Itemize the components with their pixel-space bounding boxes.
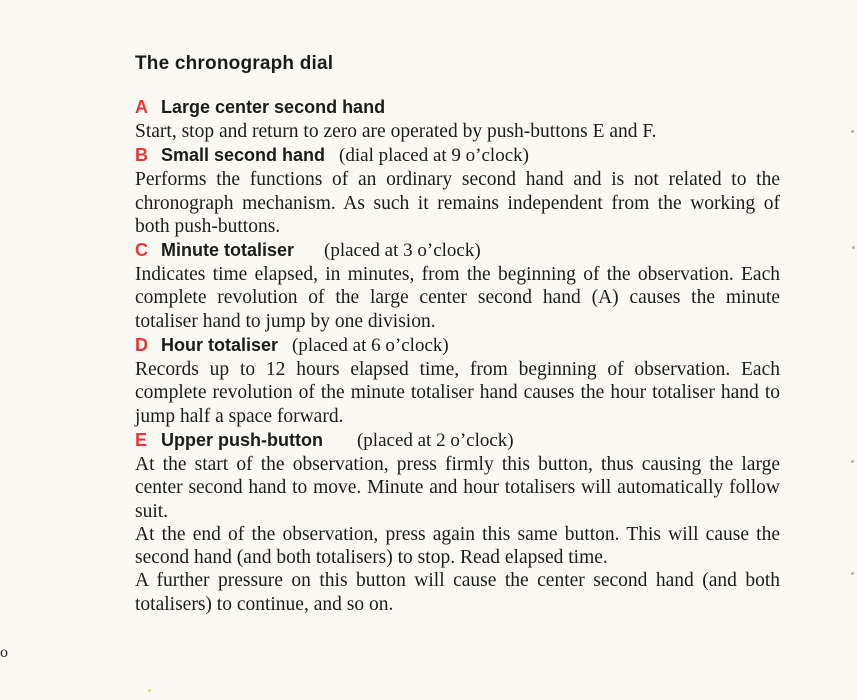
section-heading bbox=[135, 428, 780, 453]
section-letter: E bbox=[135, 429, 148, 450]
section-b bbox=[135, 143, 780, 238]
section-paragraph: Performs the functions of an ordinary second hand and is not related to the chronograph mechanism. As such it remains independent from the working of both push-buttons. bbox=[135, 169, 780, 237]
page-title: The chronograph dial bbox=[135, 53, 334, 74]
section-note: (placed at 2 o’clock) bbox=[356, 429, 514, 451]
section-note: (placed at 6 o’clock) bbox=[292, 335, 449, 357]
section-a bbox=[135, 95, 780, 143]
section-heading bbox=[135, 95, 780, 120]
section-name: Large center second hand bbox=[161, 97, 386, 117]
paper-speck bbox=[851, 460, 854, 463]
section-letter: D bbox=[135, 335, 148, 356]
section-letter: C bbox=[135, 240, 148, 261]
section-c bbox=[135, 238, 780, 333]
section-name: Small second hand bbox=[161, 145, 326, 166]
section-paragraph: A further pressure on this button will cause the center second hand (and both totalisers) to continue, and so on. bbox=[135, 570, 780, 615]
section-paragraph: Records up to 12 hours elapsed time, from beginning of observation. Each complete revolution of the minute totaliser hand causes the hour totaliser hand to jump half a space forward. bbox=[135, 359, 780, 427]
section-letter: B bbox=[135, 145, 148, 166]
section-heading bbox=[135, 238, 780, 263]
section-letter: A bbox=[135, 97, 148, 117]
section-heading bbox=[135, 333, 780, 358]
section-paragraph: Indicates time elapsed, in minutes, from the beginning of the observation. Each complete revolution of the large center second hand (A) causes the minute totaliser hand to jump by one division. bbox=[135, 264, 780, 332]
section-paragraph: At the start of the observation, press firmly this button, thus causing the large center second hand to move. Minute and hour totalisers will automatically follow suit. bbox=[135, 453, 780, 522]
paper-speck bbox=[852, 246, 855, 249]
section-e bbox=[135, 428, 780, 616]
section-d bbox=[135, 333, 780, 428]
section-note: (placed at 3 o’clock) bbox=[324, 240, 481, 262]
paper-speck bbox=[851, 130, 854, 133]
section-name: Upper push-button bbox=[161, 429, 323, 450]
section-name: Minute totaliser bbox=[161, 240, 295, 261]
section-paragraph: Start, stop and return to zero are operated by push-buttons E and F. bbox=[135, 121, 657, 142]
content bbox=[135, 95, 780, 616]
paper-speck bbox=[851, 572, 854, 575]
section-paragraph: At the end of the observation, press again this same button. This will cause the second hand (and both totalisers) to stop. Read elapsed time. bbox=[135, 523, 780, 569]
section-note: (dial placed at 9 o’clock) bbox=[339, 145, 529, 167]
section-heading bbox=[135, 143, 780, 168]
page-number: o bbox=[0, 644, 8, 661]
paper-speck bbox=[148, 689, 151, 692]
section-name: Hour totaliser bbox=[161, 335, 279, 356]
